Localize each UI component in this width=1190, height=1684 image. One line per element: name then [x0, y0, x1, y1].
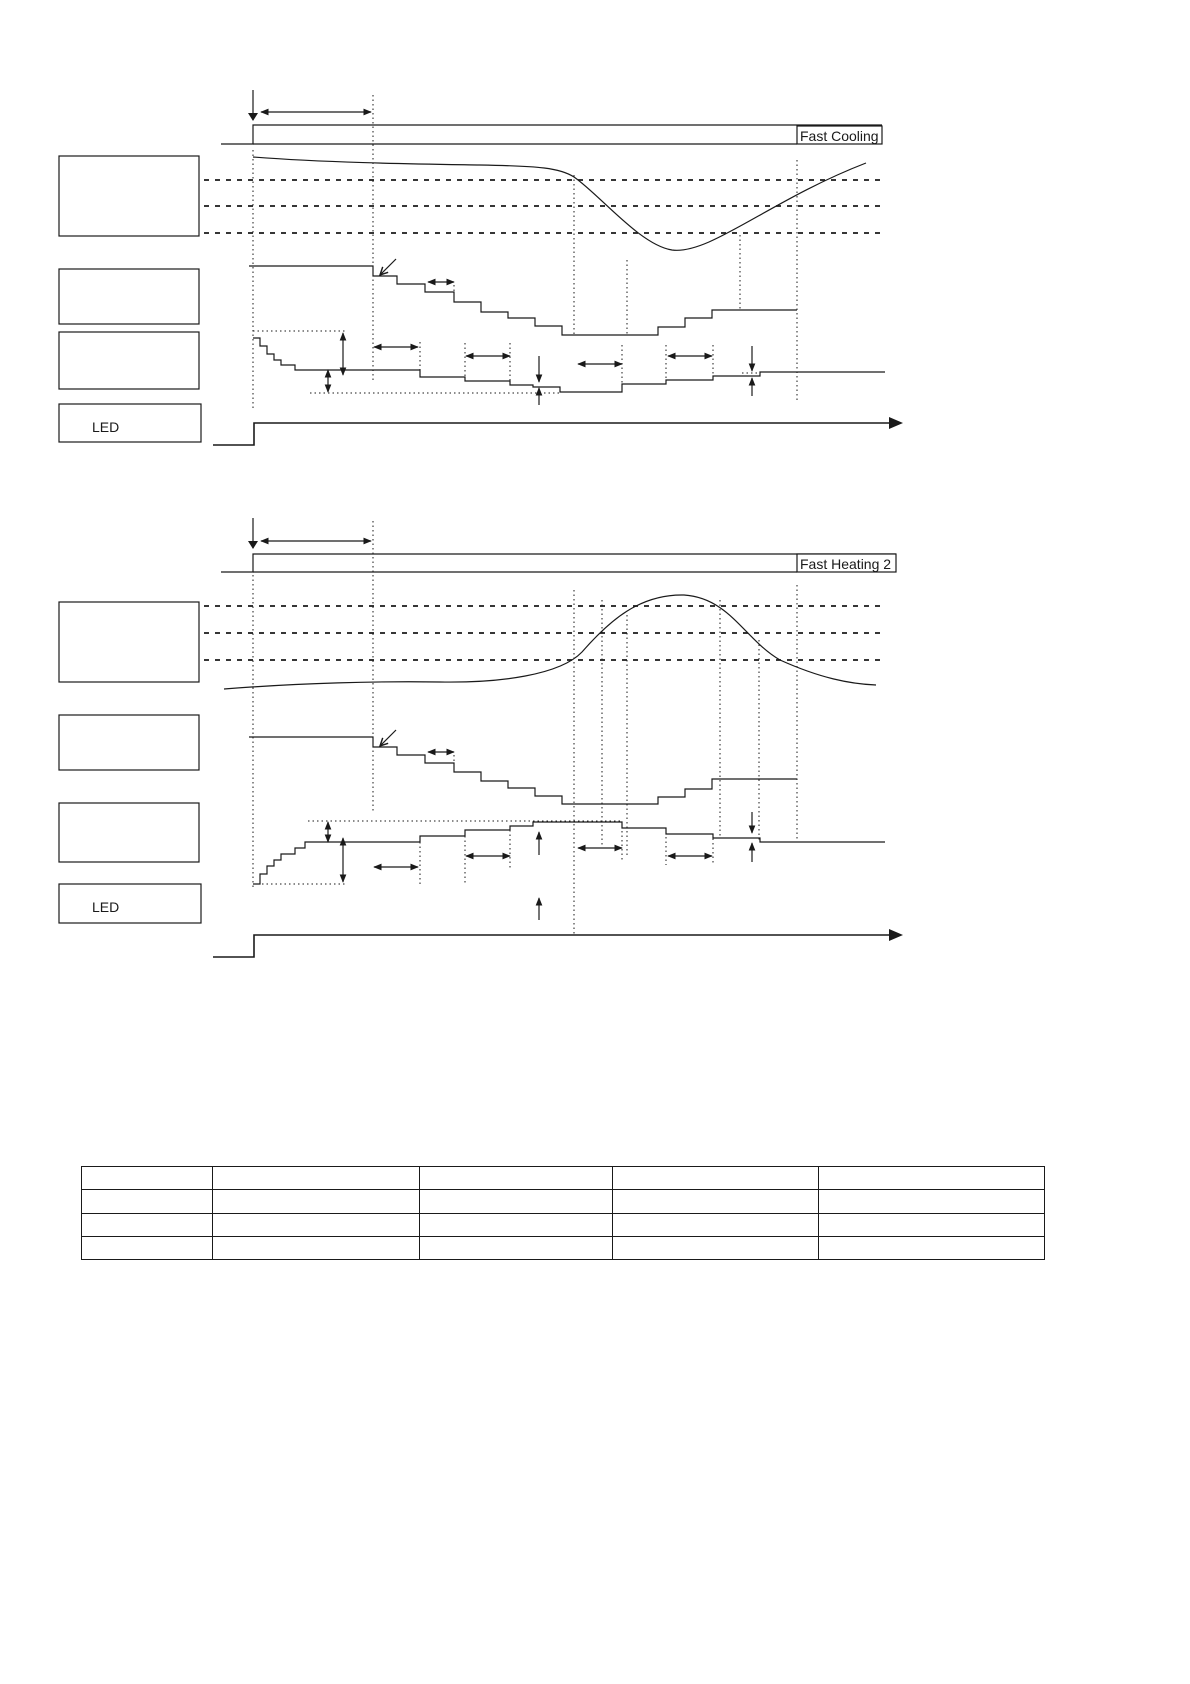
compressor-start-pointer-2 — [380, 730, 396, 746]
table-cell — [82, 1236, 213, 1259]
table-cell — [819, 1213, 1045, 1236]
mode-label-2: Fast Heating 2 — [800, 556, 892, 572]
table-row — [82, 1236, 1045, 1259]
compressor-step-line-2 — [249, 737, 797, 804]
fan-speed-label-box — [59, 332, 199, 389]
fan-speed-step-line — [253, 338, 885, 392]
mode-label: Fast Cooling — [800, 128, 879, 144]
room-temp-label-box — [59, 156, 199, 236]
time-axis-arrow-icon — [889, 417, 903, 429]
led-label: LED — [92, 419, 120, 435]
table-cell — [419, 1167, 613, 1190]
fan-speed-step-line-2 — [253, 822, 885, 884]
heating-diagram — [59, 518, 903, 957]
table-cell — [613, 1236, 819, 1259]
table-cell — [419, 1213, 613, 1236]
led-label-box — [59, 404, 201, 442]
compressor-label-box-2 — [59, 715, 199, 770]
table-cell — [212, 1167, 419, 1190]
table-cell — [613, 1190, 819, 1213]
compressor-step-line — [249, 266, 797, 335]
table-cell — [819, 1236, 1045, 1259]
table-cell — [819, 1167, 1045, 1190]
table-cell — [419, 1236, 613, 1259]
table-cell — [212, 1236, 419, 1259]
start-arrow-icon-2 — [248, 541, 258, 549]
table-cell — [419, 1190, 613, 1213]
table-row — [82, 1190, 1045, 1213]
table-cell — [212, 1213, 419, 1236]
table-cell — [819, 1190, 1045, 1213]
led-label-2: LED — [92, 899, 120, 915]
start-arrow-icon — [248, 113, 258, 121]
table-cell — [82, 1213, 213, 1236]
compressor-start-pointer — [380, 259, 396, 275]
cooling-diagram — [59, 90, 903, 445]
table-cell — [82, 1190, 213, 1213]
table-cell — [82, 1167, 213, 1190]
fan-speed-label-box-2 — [59, 803, 199, 862]
room-temp-label-box-2 — [59, 602, 199, 682]
mode-signal-line-2 — [221, 554, 896, 572]
table-cell — [613, 1213, 819, 1236]
room-temp-curve-2 — [224, 595, 876, 689]
led-signal-line-2 — [213, 935, 890, 957]
table-cell — [212, 1190, 419, 1213]
data-table — [81, 1166, 1045, 1260]
room-temp-curve — [253, 157, 866, 250]
table-cell — [613, 1167, 819, 1190]
table-row — [82, 1167, 1045, 1190]
table-row — [82, 1213, 1045, 1236]
mode-signal-line — [221, 125, 882, 144]
led-signal-line — [213, 423, 890, 445]
led-label-box-2 — [59, 884, 201, 923]
compressor-label-box — [59, 269, 199, 324]
time-axis-arrow-icon-2 — [889, 929, 903, 941]
